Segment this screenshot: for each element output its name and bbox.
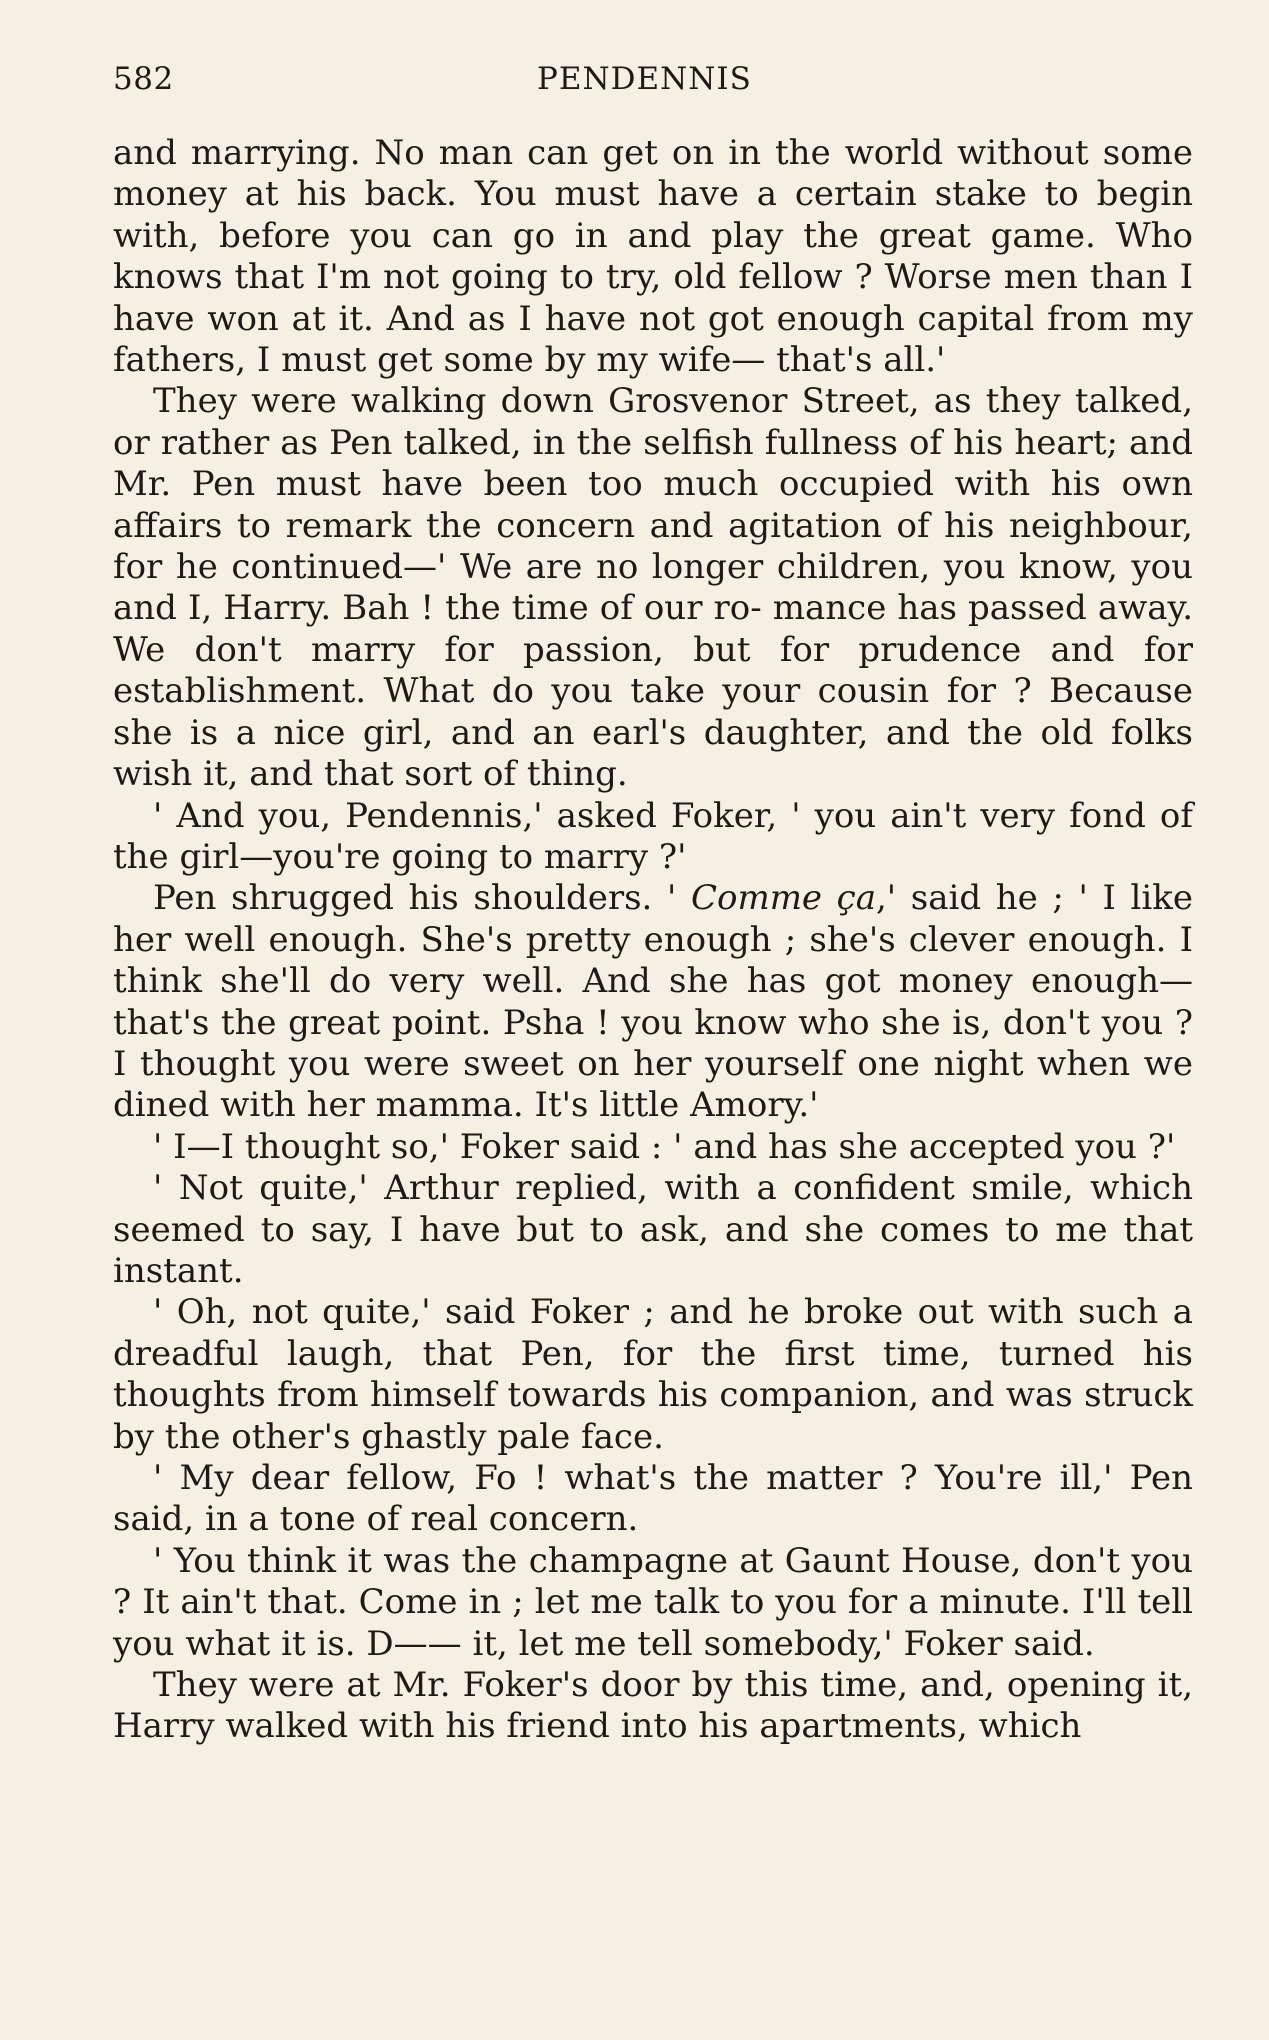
paragraph-3: ' And you, Pendennis,' asked Foker, ' you ain't very fond of the girl—you're going to marry ?' [113,795,1193,877]
body-text [113,133,1193,1748]
paragraph-1: and marrying. No man can get on in the world without some money at his back. You must have a certain stake to begin with, before you can go in and play the great game. Who knows that I'm not going to try, old fellow ? Worse men than I have won at it. And as I have not got enough capital from my fathers, I must get some by my wife— that's all.' [113,133,1193,381]
paragraph-10: They were at Mr. Foker's door by this time, and, opening it, Harry walked with his friend into his apartments, which [113,1665,1193,1747]
paragraph-4-rest: ,' said he ; ' I like her well enough. She's pretty enough ; she's clever enough. I think she'll do very well. And she has got money enough—that's the great point. Psha ! you know who she is, don't you ? I thought you were sweet on her yourself one night when we dined with her mamma. It's little Amory.' [113,878,1193,1126]
page-number: 582 [113,61,174,97]
running-head [113,58,1193,100]
running-title: PENDENNIS [537,61,752,97]
paragraph-4-italic: Comme ça [690,878,876,919]
paragraph-8: ' My dear fellow, Fo ! what's the matter ? You're ill,' Pen said, in a tone of real concern. [113,1458,1193,1540]
paragraph-4-lead: Pen shrugged his shoulders. ' [153,878,691,919]
paragraph-5: ' I—I thought so,' Foker said : ' and has she accepted you ?' [153,1126,1176,1167]
paragraph-9: ' You think it was the champagne at Gaunt House, don't you ? It ain't that. Come in ; let me talk to you for a minute. I'll tell you what it is. D—— it, let me tell somebody,' Foker said. [113,1540,1193,1664]
paragraph-6: ' Not quite,' Arthur replied, with a confident smile, which seemed to say, I have but to ask, and she comes to me that instant. [113,1168,1193,1291]
paragraph-4 [113,878,1193,1126]
paragraph-7: ' Oh, not quite,' said Foker ; and he broke out with such a dreadful laugh, that Pen, for the first time, turned his thoughts from himself towards his companion, and was struck by the other's ghastly pale face. [113,1292,1193,1457]
paragraph-2: They were walking down Grosvenor Street, as they talked, or rather as Pen talked, in the selfish fullness of his heart; and Mr. Pen must have been too much occupied with his own affairs to remark the concern and agitation of his neighbour, for he continued—' We are no longer children, you know, you and I, Harry. Bah ! the time of our ro- mance has passed away. We don't marry for passion, but for prudence and for establishment. What do you take your cousin for ? Because she is a nice girl, and an earl's daughter, and the old folks wish it, and that sort of thing. [113,381,1193,795]
